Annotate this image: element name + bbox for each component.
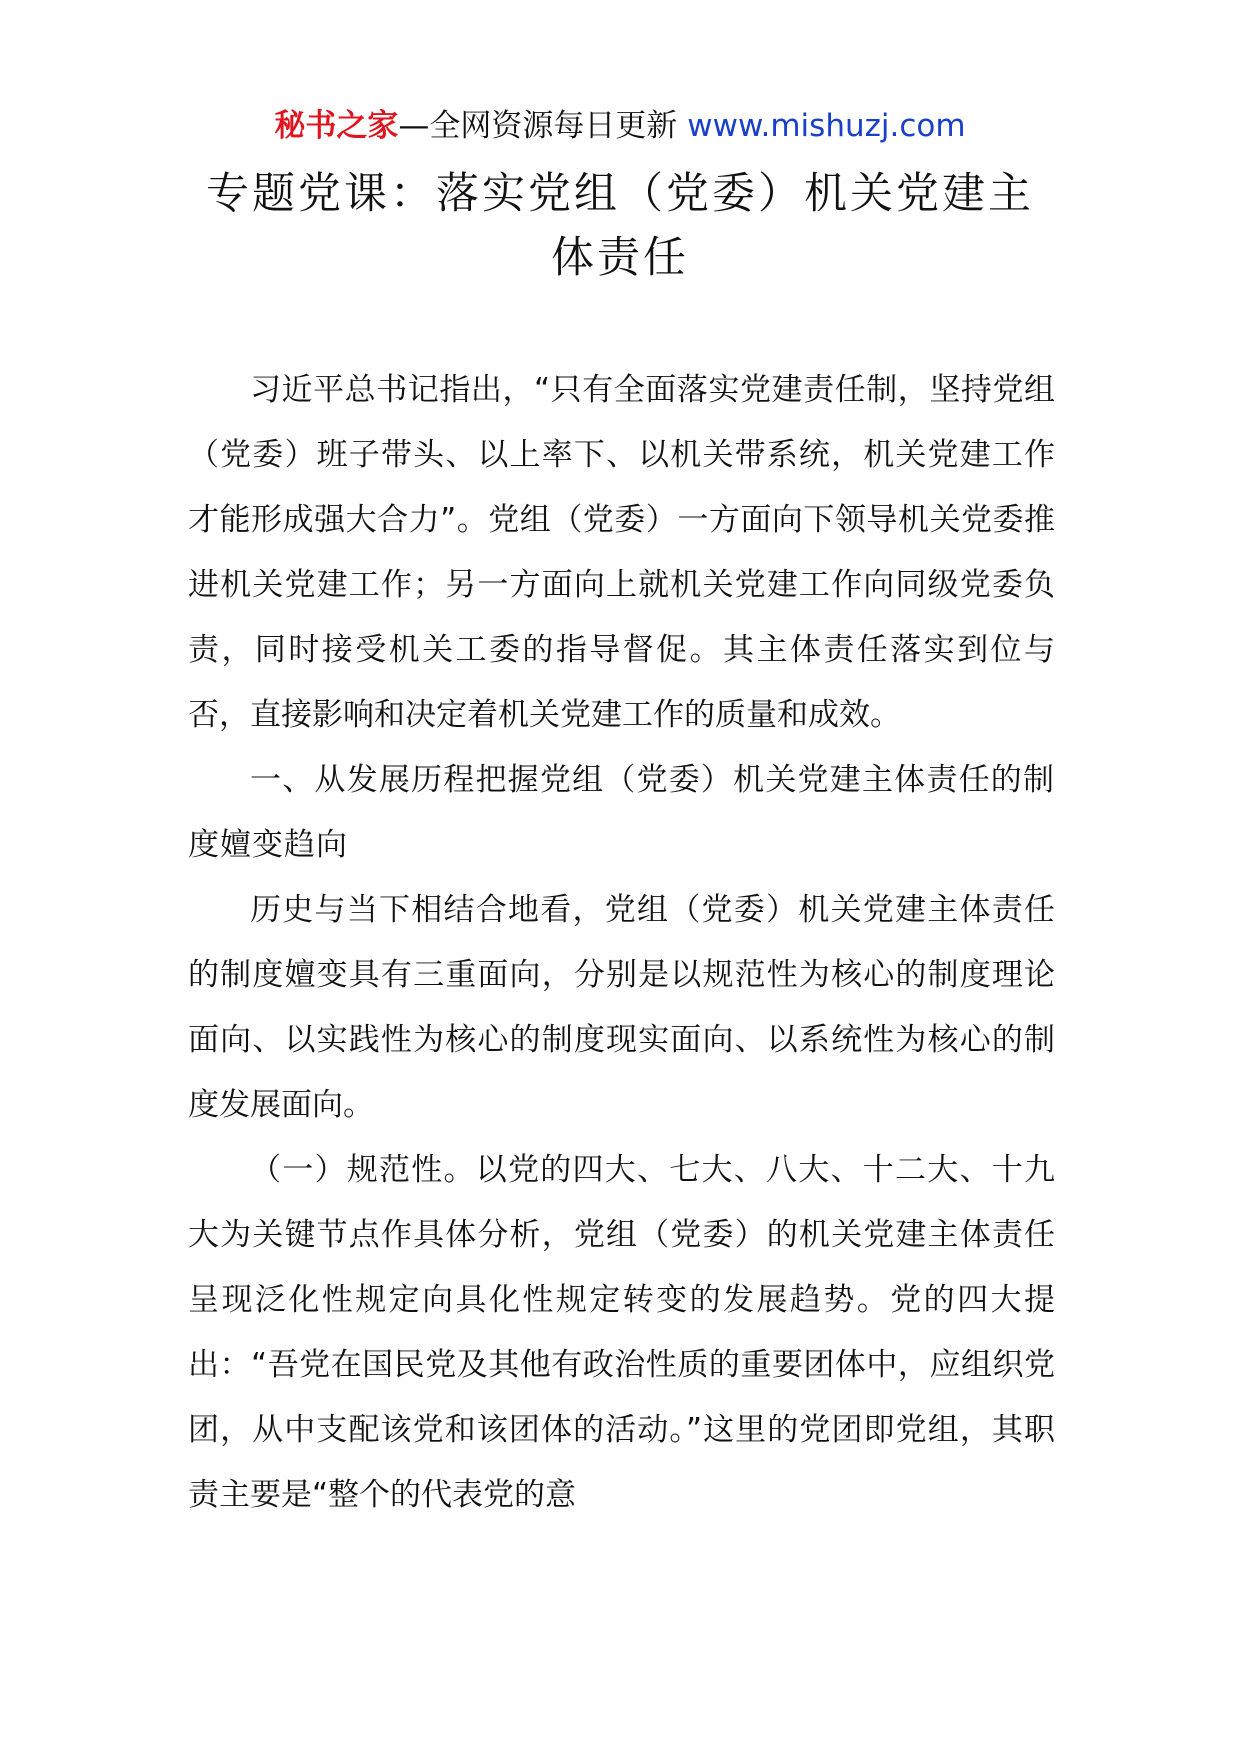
brand-name: 秘书之家 xyxy=(274,108,399,144)
site-url-link[interactable]: www.mishuzj.com xyxy=(687,108,966,144)
header-tagline: —全网资源每日更新 xyxy=(398,108,688,144)
document-body xyxy=(188,358,1055,1528)
document-title: 专题党课：落实党组（党委）机关党建主体责任 xyxy=(206,169,1034,283)
body-paragraph-overview: 历史与当下相结合地看，党组（党委）机关党建主体责任的制度嬗变具有三重面向，分别是以规范性为核心的制度理论面向、以实践性为核心的制度现实面向、以系统性为核心的制度发展面向。 xyxy=(188,892,1055,1123)
body-paragraph-normativity: （一）规范性。以党的四大、七大、八大、十二大、十九大为关键节点作具体分析，党组（党委）的机关党建主体责任呈现泛化性规定向具化性规定转变的发展趋势。党的四大提出：“吾党在国民党及其他有政治性质的重要团体中，应组织党团，从中支配该党和该团体的活动。”这里的党团即党组，其职责主要是“整个的代表党的意 xyxy=(188,1152,1055,1513)
section-heading-one: 一、从发展历程把握党组（党委）机关党建主体责任的制度嬗变趋向 xyxy=(188,762,1055,863)
site-header xyxy=(0,104,1240,148)
body-paragraph-intro: 习近平总书记指出，“只有全面落实党建责任制，坚持党组（党委）班子带头、以上率下、以机关带系统，机关党建工作才能形成强大合力”。党组（党委）一方面向下领导机关党委推进机关党建工作；另一方面向上就机关党建工作向同级党委负责，同时接受机关工委的指导督促。其主体责任落实到位与否，直接影响和决定着机关党建工作的质量和成效。 xyxy=(188,372,1055,733)
